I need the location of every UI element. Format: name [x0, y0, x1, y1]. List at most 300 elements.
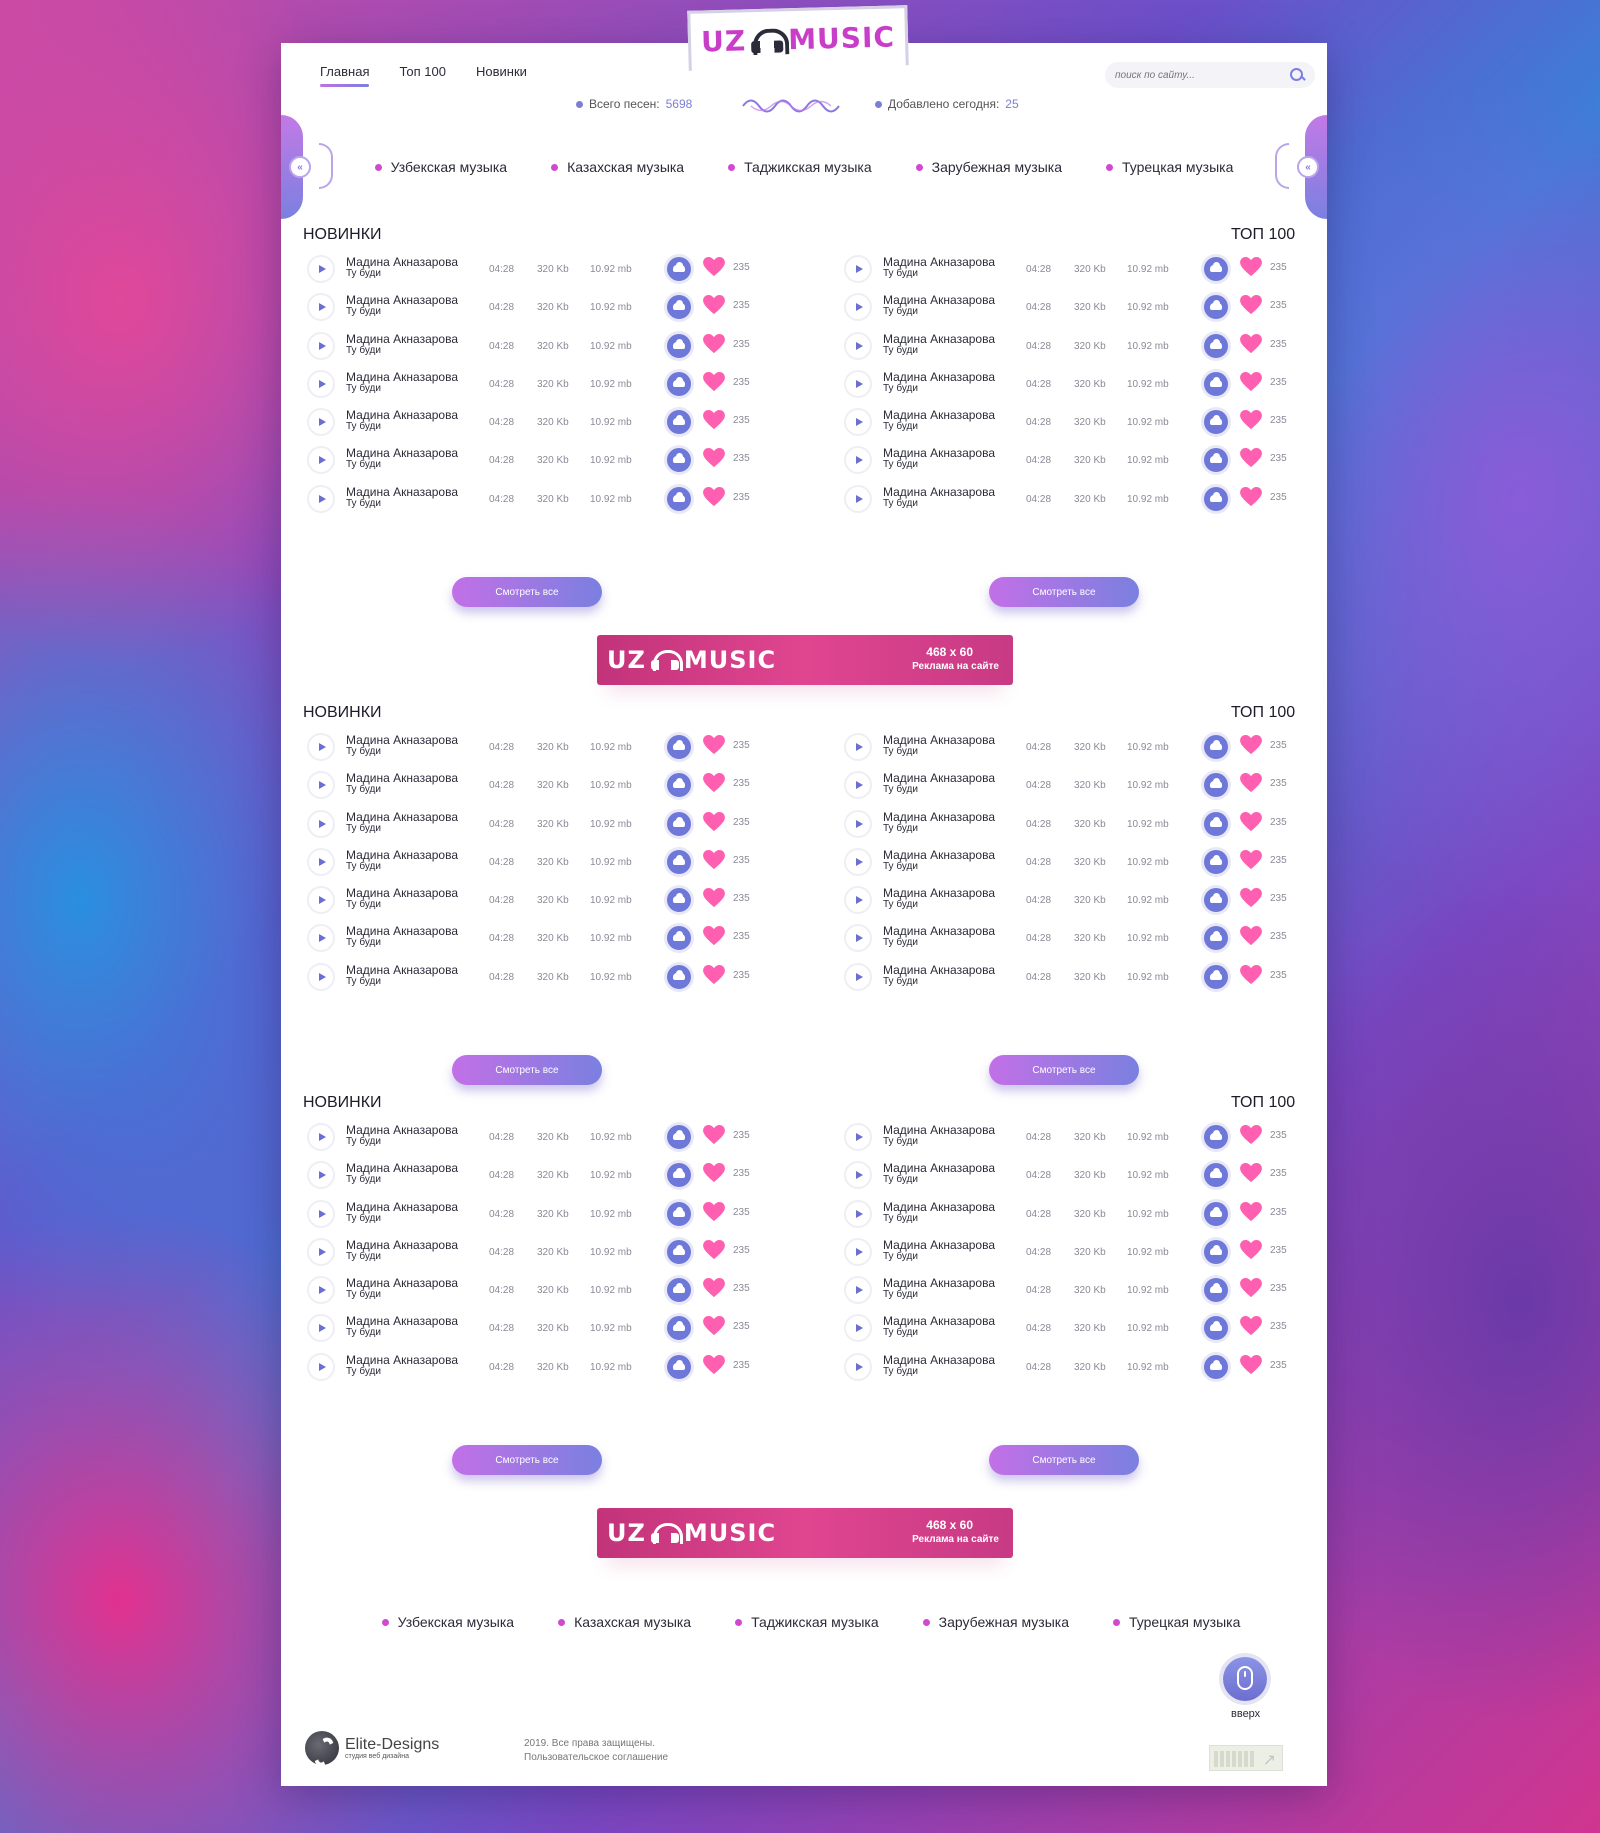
genre-label: Таджикская музыка — [751, 1614, 879, 1630]
track-duration: 04:28 — [1026, 1246, 1052, 1258]
play-icon[interactable] — [307, 733, 335, 761]
play-icon[interactable] — [844, 370, 872, 398]
heart-icon[interactable] — [1240, 1163, 1262, 1183]
heart-icon[interactable] — [703, 1163, 725, 1183]
agreement-link[interactable]: Пользовательское соглашение — [524, 1752, 669, 1763]
track-row[interactable] — [303, 363, 773, 401]
track-row[interactable] — [303, 764, 773, 802]
search-box — [1105, 62, 1315, 88]
track-title: Ту буди — [346, 1212, 381, 1224]
download-icon[interactable] — [667, 1355, 691, 1379]
studio-logo[interactable] — [305, 1731, 439, 1765]
download-icon[interactable] — [1204, 1240, 1228, 1264]
download-icon[interactable] — [1204, 1202, 1228, 1226]
track-row[interactable] — [303, 248, 773, 286]
download-icon[interactable] — [667, 1202, 691, 1226]
play-icon[interactable] — [307, 1314, 335, 1342]
track-row[interactable] — [303, 1307, 773, 1345]
track-row[interactable] — [303, 1231, 773, 1269]
view-all-button[interactable]: Смотреть все — [452, 577, 602, 607]
track-row[interactable] — [840, 478, 1310, 516]
track-row[interactable] — [840, 1346, 1310, 1384]
heart-icon[interactable] — [1240, 257, 1262, 277]
download-icon[interactable] — [1204, 487, 1228, 511]
heart-icon[interactable] — [1240, 334, 1262, 354]
track-likes: 235 — [733, 1283, 750, 1295]
play-icon[interactable] — [307, 446, 335, 474]
heart-icon[interactable] — [703, 1355, 725, 1375]
heart-icon[interactable] — [1240, 1240, 1262, 1260]
track-row[interactable] — [303, 286, 773, 324]
play-icon[interactable] — [844, 255, 872, 283]
track-size: 10.92 mb — [1127, 1170, 1169, 1182]
track-artist: Мадина Акназарова — [883, 809, 996, 824]
bullet-icon — [1113, 1619, 1120, 1626]
track-row[interactable] — [840, 1269, 1310, 1307]
track-likes: 235 — [733, 491, 750, 503]
play-icon[interactable] — [307, 1353, 335, 1381]
track-artist: Мадина Акназарова — [346, 408, 459, 423]
download-icon[interactable] — [1204, 926, 1228, 950]
visitor-counter[interactable] — [1209, 1745, 1283, 1771]
track-row[interactable] — [840, 803, 1310, 841]
download-icon[interactable] — [1204, 965, 1228, 989]
heart-icon[interactable] — [1240, 1316, 1262, 1336]
track-row[interactable] — [840, 726, 1310, 764]
download-icon[interactable] — [1204, 1125, 1228, 1149]
track-title: Ту буди — [346, 746, 381, 757]
track-title: Ту буди — [346, 899, 381, 911]
track-duration: 04:28 — [489, 1361, 515, 1373]
play-icon[interactable] — [844, 408, 872, 436]
track-row[interactable] — [840, 1307, 1310, 1345]
track-title: Ту буди — [346, 822, 381, 834]
track-artist: Мадина Акназарова — [346, 1314, 459, 1329]
counter-bars — [1214, 1751, 1254, 1767]
heart-icon[interactable] — [703, 1278, 725, 1298]
play-icon[interactable] — [307, 1161, 335, 1189]
play-icon[interactable] — [307, 293, 335, 321]
download-icon[interactable] — [667, 850, 691, 874]
studio-name: Elite-Designs — [345, 1735, 440, 1753]
track-duration: 04:28 — [489, 742, 515, 753]
play-icon[interactable] — [844, 1276, 872, 1304]
play-icon[interactable] — [844, 1314, 872, 1342]
track-duration: 04:28 — [1026, 1361, 1052, 1373]
play-icon[interactable] — [844, 1353, 872, 1381]
track-row[interactable] — [840, 325, 1310, 363]
track-bitrate: 320 Kb — [537, 1132, 569, 1143]
genre-link[interactable] — [1113, 1614, 1240, 1630]
download-icon[interactable] — [667, 487, 691, 511]
search-input[interactable] — [1115, 70, 1289, 81]
heart-icon[interactable] — [1240, 965, 1262, 985]
track-artist: Мадина Акназарова — [346, 924, 459, 939]
track-row[interactable] — [303, 439, 773, 477]
download-icon[interactable] — [667, 735, 691, 759]
track-row[interactable] — [303, 803, 773, 841]
track-bitrate: 320 Kb — [1074, 302, 1106, 314]
track-duration: 04:28 — [489, 378, 515, 390]
track-likes: 235 — [1270, 453, 1287, 465]
view-all-button[interactable]: Смотреть все — [989, 1055, 1139, 1085]
track-row[interactable] — [840, 401, 1310, 439]
heart-icon[interactable] — [703, 295, 725, 315]
track-duration: 04:28 — [1026, 378, 1052, 390]
track-row[interactable] — [303, 1154, 773, 1192]
play-icon[interactable] — [307, 963, 335, 991]
track-row[interactable] — [840, 956, 1310, 994]
track-duration: 04:28 — [489, 1246, 515, 1258]
heart-icon[interactable] — [1240, 1202, 1262, 1222]
genre-link[interactable] — [916, 159, 1062, 175]
heart-icon[interactable] — [703, 850, 725, 870]
track-duration: 04:28 — [489, 455, 515, 467]
heart-icon[interactable] — [703, 1316, 725, 1336]
play-icon[interactable] — [307, 485, 335, 513]
track-row[interactable] — [840, 764, 1310, 802]
track-bitrate: 320 Kb — [1074, 493, 1106, 505]
track-row[interactable] — [840, 1154, 1310, 1192]
heart-icon[interactable] — [703, 965, 725, 985]
track-duration: 04:28 — [1026, 933, 1052, 945]
track-likes: 235 — [733, 1168, 750, 1180]
genre-link[interactable] — [375, 159, 507, 175]
track-row[interactable] — [840, 248, 1310, 286]
heart-icon[interactable] — [703, 1240, 725, 1260]
play-icon[interactable] — [844, 446, 872, 474]
carousel-next-button[interactable]: « — [1297, 156, 1319, 178]
ad-banner-top[interactable] — [597, 635, 1013, 685]
track-likes: 235 — [733, 262, 750, 273]
heart-icon[interactable] — [1240, 295, 1262, 315]
track-row[interactable] — [840, 363, 1310, 401]
play-icon[interactable] — [307, 848, 335, 876]
track-row[interactable] — [303, 325, 773, 363]
track-title: Ту буди — [883, 784, 918, 796]
search-icon[interactable] — [1289, 67, 1305, 83]
heart-icon[interactable] — [703, 1202, 725, 1222]
play-icon[interactable] — [844, 886, 872, 914]
play-icon[interactable] — [844, 1200, 872, 1228]
play-icon[interactable] — [307, 810, 335, 838]
download-icon[interactable] — [667, 965, 691, 989]
play-icon[interactable] — [844, 1123, 872, 1151]
play-icon[interactable] — [307, 924, 335, 952]
play-icon[interactable] — [844, 924, 872, 952]
bullet-icon — [728, 164, 735, 171]
track-size: 10.92 mb — [1127, 742, 1169, 753]
main-card — [281, 43, 1327, 1786]
play-icon[interactable] — [844, 293, 872, 321]
download-icon[interactable] — [667, 888, 691, 912]
play-icon[interactable] — [307, 370, 335, 398]
track-artist: Мадина Акназарова — [883, 1352, 996, 1367]
download-icon[interactable] — [667, 773, 691, 797]
track-likes: 235 — [1270, 491, 1287, 503]
download-icon[interactable] — [1204, 735, 1228, 759]
heart-icon[interactable] — [1240, 372, 1262, 392]
download-icon[interactable] — [1204, 1355, 1228, 1379]
heart-icon[interactable] — [703, 926, 725, 946]
track-duration: 04:28 — [1026, 1208, 1052, 1220]
heart-icon[interactable] — [1240, 926, 1262, 946]
copyright-block — [524, 1737, 668, 1765]
genre-link[interactable] — [551, 159, 684, 175]
heart-icon[interactable] — [1240, 812, 1262, 832]
track-title: Ту буди — [883, 1327, 918, 1339]
scroll-up-button[interactable] — [1223, 1657, 1267, 1701]
track-duration: 04:28 — [1026, 1323, 1052, 1335]
track-duration: 04:28 — [489, 895, 515, 907]
download-icon[interactable] — [1204, 1316, 1228, 1340]
download-icon[interactable] — [1204, 1163, 1228, 1187]
track-row[interactable] — [303, 879, 773, 917]
site-logo[interactable] — [687, 5, 908, 71]
track-artist: Мадина Акназарова — [883, 446, 996, 461]
tracklist-top100 — [840, 248, 1310, 516]
view-all-button[interactable]: Смотреть все — [989, 577, 1139, 607]
track-title: Ту буди — [883, 822, 918, 834]
download-icon[interactable] — [1204, 1278, 1228, 1302]
play-icon[interactable] — [307, 771, 335, 799]
heart-icon[interactable] — [1240, 888, 1262, 908]
view-all-button[interactable]: Смотреть все — [452, 1055, 602, 1085]
download-icon[interactable] — [1204, 257, 1228, 281]
heart-icon[interactable] — [703, 888, 725, 908]
heart-icon[interactable] — [703, 410, 725, 430]
download-icon[interactable] — [1204, 812, 1228, 836]
track-likes: 235 — [733, 415, 750, 427]
carousel-prev-button[interactable]: « — [289, 156, 311, 178]
download-icon[interactable] — [667, 448, 691, 472]
heart-icon[interactable] — [703, 448, 725, 468]
download-icon[interactable] — [667, 1316, 691, 1340]
download-icon[interactable] — [1204, 372, 1228, 396]
track-size: 10.92 mb — [590, 1170, 632, 1182]
nav-top100[interactable]: Топ 100 — [399, 64, 446, 79]
ad-text: Реклама на сайте — [912, 661, 999, 672]
play-icon[interactable] — [307, 1238, 335, 1266]
download-icon[interactable] — [667, 334, 691, 358]
track-size: 10.92 mb — [590, 856, 632, 868]
track-bitrate: 320 Kb — [1074, 1132, 1106, 1143]
track-title: Ту буди — [346, 459, 381, 471]
play-icon[interactable] — [307, 1276, 335, 1304]
play-icon[interactable] — [844, 771, 872, 799]
track-bitrate: 320 Kb — [537, 340, 569, 352]
track-row[interactable] — [303, 917, 773, 955]
genre-link[interactable] — [735, 1614, 879, 1630]
play-icon[interactable] — [844, 1238, 872, 1266]
track-duration: 04:28 — [1026, 340, 1052, 352]
heart-icon[interactable] — [1240, 850, 1262, 870]
track-row[interactable] — [840, 439, 1310, 477]
track-likes: 235 — [1270, 376, 1287, 388]
heart-icon[interactable] — [703, 487, 725, 507]
download-icon[interactable] — [667, 1240, 691, 1264]
genre-label: Турецкая музыка — [1129, 1614, 1241, 1630]
play-icon[interactable] — [844, 485, 872, 513]
track-artist: Мадина Акназарова — [346, 331, 459, 346]
track-row[interactable] — [303, 1346, 773, 1384]
track-bitrate: 320 Kb — [1074, 264, 1106, 275]
heart-icon[interactable] — [703, 334, 725, 354]
ad-logo — [607, 646, 776, 674]
track-row[interactable] — [303, 478, 773, 516]
download-icon[interactable] — [1204, 295, 1228, 319]
track-bitrate: 320 Kb — [537, 856, 569, 868]
arrow-icon: ↗ — [1262, 1752, 1276, 1769]
track-size: 10.92 mb — [1127, 856, 1169, 868]
play-icon[interactable] — [307, 408, 335, 436]
genre-label: Зарубежная музыка — [938, 1614, 1069, 1630]
heart-icon[interactable] — [1240, 487, 1262, 507]
download-icon[interactable] — [667, 1125, 691, 1149]
track-title: Ту буди — [346, 1174, 381, 1186]
track-size: 10.92 mb — [590, 302, 632, 314]
download-icon[interactable] — [667, 410, 691, 434]
track-bitrate: 320 Kb — [1074, 1323, 1106, 1335]
genre-link[interactable] — [382, 1614, 514, 1630]
track-duration: 04:28 — [489, 302, 515, 314]
track-size: 10.92 mb — [1127, 1323, 1169, 1335]
download-icon[interactable] — [1204, 773, 1228, 797]
genre-link[interactable] — [1106, 159, 1233, 175]
genre-carousel — [281, 159, 1327, 175]
track-row[interactable] — [303, 726, 773, 764]
track-duration: 04:28 — [1026, 1170, 1052, 1182]
ad-text: Реклама на сайте — [912, 1534, 999, 1545]
download-icon[interactable] — [667, 926, 691, 950]
tracklist-top100 — [840, 726, 1310, 994]
track-bitrate: 320 Kb — [1074, 1170, 1106, 1182]
track-bitrate: 320 Kb — [1074, 1285, 1106, 1297]
track-artist: Мадина Акназарова — [883, 962, 996, 977]
view-all-button[interactable]: Смотреть все — [452, 1445, 602, 1475]
track-row[interactable] — [840, 879, 1310, 917]
view-all-button[interactable]: Смотреть все — [989, 1445, 1139, 1475]
track-size: 10.92 mb — [1127, 264, 1169, 275]
heart-icon[interactable] — [1240, 773, 1262, 793]
play-icon[interactable] — [844, 733, 872, 761]
heart-icon[interactable] — [1240, 1278, 1262, 1298]
heart-icon[interactable] — [703, 735, 725, 755]
heart-icon[interactable] — [703, 773, 725, 793]
play-icon[interactable] — [844, 848, 872, 876]
track-row[interactable] — [840, 841, 1310, 879]
track-size: 10.92 mb — [590, 493, 632, 505]
track-duration: 04:28 — [1026, 417, 1052, 429]
genre-link[interactable] — [728, 159, 872, 175]
nav-new[interactable]: Новинки — [475, 64, 527, 79]
track-row[interactable] — [303, 1116, 773, 1154]
download-icon[interactable] — [1204, 410, 1228, 434]
play-icon[interactable] — [307, 886, 335, 914]
download-icon[interactable] — [667, 812, 691, 836]
track-row[interactable] — [303, 401, 773, 439]
heart-icon[interactable] — [703, 372, 725, 392]
track-row[interactable] — [840, 1231, 1310, 1269]
ad-banner-bottom[interactable] — [597, 1508, 1013, 1558]
download-icon[interactable] — [667, 257, 691, 281]
play-icon[interactable] — [307, 1200, 335, 1228]
track-artist: Мадина Акназарова — [883, 1161, 996, 1176]
download-icon[interactable] — [667, 1163, 691, 1187]
track-bitrate: 320 Kb — [537, 1323, 569, 1335]
play-icon[interactable] — [844, 963, 872, 991]
download-icon[interactable] — [1204, 850, 1228, 874]
genre-link[interactable] — [923, 1614, 1069, 1630]
track-title: Ту буди — [346, 784, 381, 796]
track-size: 10.92 mb — [1127, 1361, 1169, 1373]
track-artist: Мадина Акназарова — [883, 255, 996, 269]
play-icon[interactable] — [307, 1123, 335, 1151]
track-row[interactable] — [840, 1116, 1310, 1154]
heart-icon[interactable] — [703, 1125, 725, 1145]
genre-link[interactable] — [558, 1614, 691, 1630]
track-artist: Мадина Акназарова — [883, 1123, 996, 1137]
track-bitrate: 320 Kb — [537, 1361, 569, 1373]
play-icon[interactable] — [844, 332, 872, 360]
nav-home[interactable]: Главная — [320, 64, 369, 87]
download-icon[interactable] — [1204, 888, 1228, 912]
track-size: 10.92 mb — [1127, 302, 1169, 314]
play-icon[interactable] — [307, 255, 335, 283]
track-row[interactable] — [303, 1269, 773, 1307]
heart-icon[interactable] — [1240, 1355, 1262, 1375]
track-size: 10.92 mb — [1127, 493, 1169, 505]
track-duration: 04:28 — [1026, 1285, 1052, 1297]
track-size: 10.92 mb — [590, 742, 632, 753]
track-bitrate: 320 Kb — [537, 264, 569, 275]
track-likes: 235 — [1270, 262, 1287, 273]
track-row[interactable] — [303, 956, 773, 994]
heart-icon[interactable] — [703, 812, 725, 832]
track-bitrate: 320 Kb — [1074, 455, 1106, 467]
play-icon[interactable] — [844, 810, 872, 838]
stat-today — [875, 97, 1019, 111]
track-duration: 04:28 — [1026, 971, 1052, 983]
heart-icon[interactable] — [1240, 735, 1262, 755]
track-row[interactable] — [303, 841, 773, 879]
heart-icon[interactable] — [703, 257, 725, 277]
track-title: Ту буди — [883, 746, 918, 757]
download-icon[interactable] — [1204, 334, 1228, 358]
track-artist: Мадина Акназарова — [883, 484, 996, 499]
track-duration: 04:28 — [1026, 493, 1052, 505]
heart-icon[interactable] — [1240, 448, 1262, 468]
logo-text-left: UZ — [700, 24, 747, 59]
play-icon[interactable] — [844, 1161, 872, 1189]
heart-icon[interactable] — [1240, 410, 1262, 430]
track-bitrate: 320 Kb — [1074, 856, 1106, 868]
track-title: Ту буди — [346, 344, 381, 356]
track-row[interactable] — [840, 917, 1310, 955]
track-row[interactable] — [840, 286, 1310, 324]
track-row[interactable] — [303, 1193, 773, 1231]
track-bitrate: 320 Kb — [537, 780, 569, 792]
download-icon[interactable] — [667, 295, 691, 319]
track-row[interactable] — [840, 1193, 1310, 1231]
track-artist: Мадина Акназарова — [346, 1352, 459, 1367]
track-likes: 235 — [733, 453, 750, 465]
download-icon[interactable] — [1204, 448, 1228, 472]
download-icon[interactable] — [667, 372, 691, 396]
download-icon[interactable] — [667, 1278, 691, 1302]
play-icon[interactable] — [307, 332, 335, 360]
heart-icon[interactable] — [1240, 1125, 1262, 1145]
